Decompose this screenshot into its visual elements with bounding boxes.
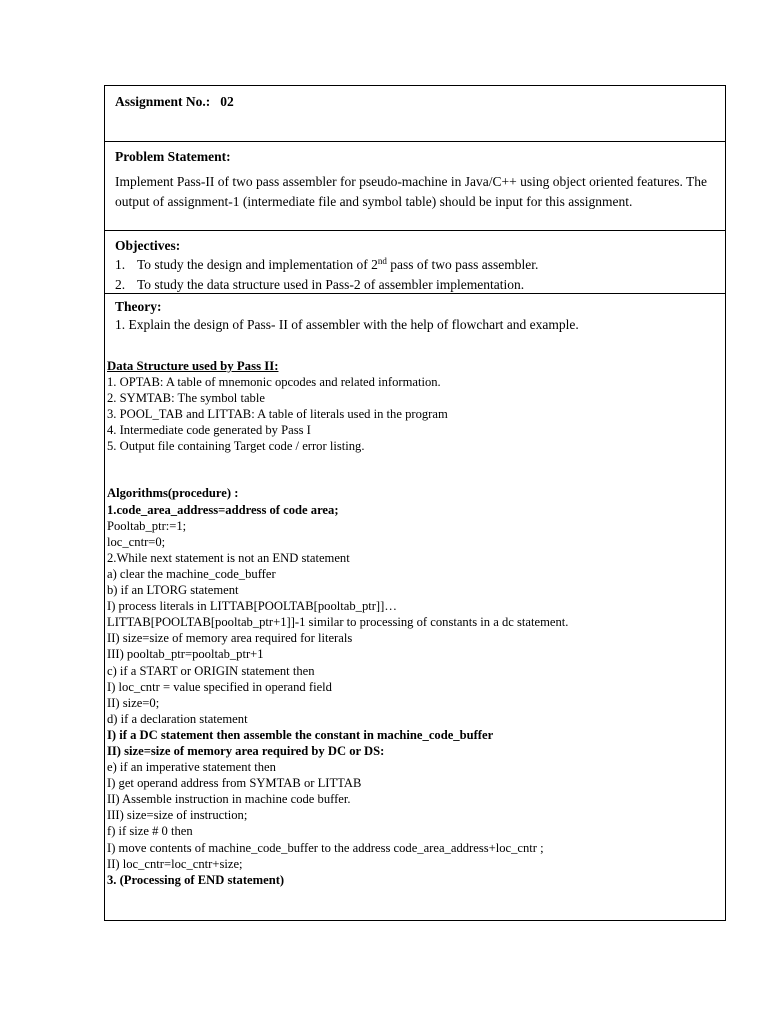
problem-heading: Problem Statement: (115, 149, 231, 164)
list-item: 1. OPTAB: A table of mnemonic opcodes and related information. (107, 375, 441, 389)
algorithm-line: I) process literals in LITTAB[POOLTAB[pooltab_ptr]]… (107, 599, 397, 614)
algorithm-line: d) if a declaration statement (107, 711, 248, 726)
algorithm-line: LITTAB[POOLTAB[pooltab_ptr+1]]-1 similar to processing of constants in a dc statement. (107, 615, 569, 630)
algorithm-line: 1.code_area_address=address of code area; (107, 502, 339, 517)
objective-text: To study the design and implementation of 2nd pass of two pass assembler. (137, 256, 539, 272)
algorithm-line: II) size=size of memory area required by DC or DS: (107, 743, 385, 758)
problem-text: Implement Pass-II of two pass assembler for pseudo-machine in Java/C++ using object oriented features. The output of assignment-1 (intermediate file and symbol table) should be input for this assignment. (115, 174, 707, 209)
list-item: 4. Intermediate code generated by Pass I (107, 423, 311, 438)
theory-heading: Theory: (115, 299, 162, 314)
algorithm-line: a) clear the machine_code_buffer (107, 566, 276, 581)
assignment-row (105, 86, 725, 142)
algorithm-heading: Algorithms(procedure) : (107, 486, 239, 501)
algorithm-list (107, 502, 715, 888)
objective-number: 1. (115, 257, 126, 272)
algorithm-line: III) size=size of instruction; (107, 808, 248, 823)
algorithm-line: e) if an imperative statement then (107, 760, 276, 775)
assignment-label: Assignment No.: (115, 94, 211, 109)
objective-text: To study the data structure used in Pass-2 of assembler implementation. (137, 277, 525, 292)
algorithm-line: b) if an LTORG statement (107, 583, 239, 598)
objective-number: 2. (115, 277, 126, 292)
data-structure-list (107, 374, 715, 454)
assignment-number: 02 (220, 94, 234, 109)
algorithm-line: I) move contents of machine_code_buffer to the address code_area_address+loc_cntr ; (107, 840, 544, 855)
algorithm-line: I) if a DC statement then assemble the constant in machine_code_buffer (107, 727, 494, 742)
assignment-sheet (104, 85, 726, 921)
algorithm-line: I) loc_cntr = value specified in operand field (107, 679, 332, 694)
algorithm-line: II) Assemble instruction in machine code buffer. (107, 792, 351, 807)
problem-row (105, 142, 725, 231)
objectives-heading: Objectives: (115, 238, 181, 253)
theory-line: 1. Explain the design of Pass- II of assembler with the help of flowchart and example. (115, 317, 579, 332)
algorithm-line: loc_cntr=0; (107, 534, 166, 549)
data-structure-heading: Data Structure used by Pass II: (107, 359, 279, 373)
objective-item (115, 255, 715, 275)
algorithm-line: 2.While next statement is not an END statement (107, 550, 350, 565)
list-item: 3. POOL_TAB and LITTAB: A table of literals used in the program (107, 407, 448, 422)
algorithm-line: II) size=size of memory area required for literals (107, 631, 353, 646)
list-item: 2. SYMTAB: The symbol table (107, 391, 265, 406)
algorithm-line: f) if size # 0 then (107, 824, 193, 839)
algorithm-line: II) size=0; (107, 695, 160, 710)
algorithm-line: II) loc_cntr=loc_cntr+size; (107, 856, 243, 871)
algorithm-line: I) get operand address from SYMTAB or LITTAB (107, 776, 362, 791)
algorithm-line: 3. (Processing of END statement) (107, 872, 285, 887)
theory-row (105, 294, 725, 920)
algorithm-line: Pooltab_ptr:=1; (107, 518, 187, 533)
objectives-row (105, 231, 725, 294)
list-item: 5. Output file containing Target code / error listing. (107, 439, 365, 454)
objective-item (115, 275, 715, 295)
algorithm-line: III) pooltab_ptr=pooltab_ptr+1 (107, 647, 264, 662)
algorithm-line: c) if a START or ORIGIN statement then (107, 663, 315, 678)
